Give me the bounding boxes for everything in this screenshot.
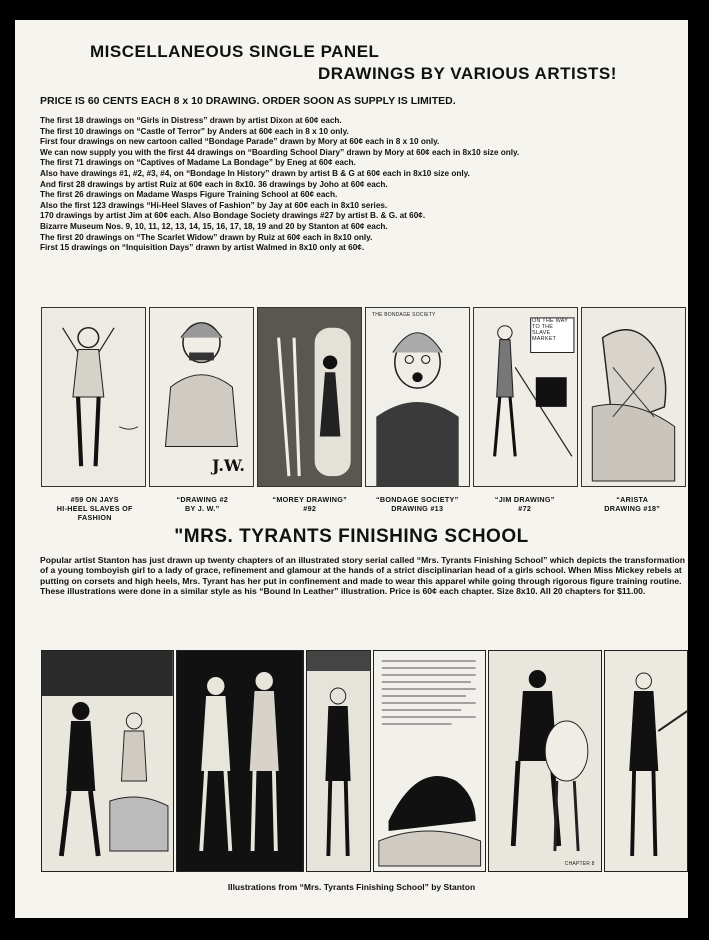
caption-line: #59 ON JAYS (70, 495, 119, 504)
illustration-morey (257, 307, 362, 487)
bondage-society-header: THE BONDAGE SOCIETY (372, 312, 436, 318)
illustration-jim (473, 307, 578, 487)
list-item: And first 28 drawings by artist Ruiz at 60¢ each in 8x10. 36 drawings by Joho at 60¢ each. (40, 179, 388, 189)
caption-line: DRAWING #18” (604, 504, 661, 513)
list-item: We can now supply you with the first 44 drawings on “Boarding School Diary” drawn by Mory at 60¢ each in 8x10 size only. (40, 147, 520, 157)
signature-text: J.W. (212, 456, 245, 475)
drawing-offers-list (40, 116, 685, 254)
school-description: Popular artist Stanton has just drawn up twenty chapters of an illustrated story serial called “Mrs. Tyrants Finishing School” which depicts the transformation of a young tomboyish girl to a lady of grace, refinement and glamour at the hands of a strict disciplinarian head of a girls school. When Miss Mickey rebels at putting on corsets and high heels, Mrs. Tyrant has her put in confinement and made to wear this apparel while going through rigorous figure training routine. These illustrations were done in a similar style as his “Bound In Leather” illustration. Price is 60¢ each chapter. Size 8x10. All 20 chapters for $11.00. (40, 555, 685, 597)
illustration-school-5 (488, 650, 601, 872)
illustration-bondage-society (365, 307, 470, 487)
list-item: First 15 drawings on “Inquisition Days” drawn by artist Walmed in 8x10 only at 60¢. (40, 243, 365, 253)
illustration-school-3 (306, 650, 371, 872)
caption-line: “JIM DRAWING” (494, 495, 555, 504)
illustration-school-1 (41, 650, 174, 872)
caption (579, 495, 687, 522)
catalog-page (15, 20, 688, 918)
list-item: Bizarre Museum Nos. 9, 10, 11, 12, 13, 14, 15, 16, 17, 18, 19 and 20 by Stanton at 60¢ each. (40, 221, 388, 231)
sign-text: ON THE WAY TO THE SLAVE MARKET (532, 318, 569, 342)
drawing-captions (41, 495, 686, 522)
caption-line: “MOREY DRAWING” (272, 495, 348, 504)
caption (41, 495, 149, 522)
list-item: First four drawings on new cartoon called “Bondage Parade” drawn by Mory at 60¢ each in 8 x 10 only. (40, 137, 440, 147)
list-item: The first 18 drawings on “Girls in Distress” drawn by artist Dixon at 60¢ each. (40, 116, 342, 125)
price-notice: PRICE IS 60 CENTS EACH 8 x 10 DRAWING. ORDER SOON AS SUPPLY IS LIMITED. (40, 95, 456, 107)
list-item: The first 71 drawings on “Captives of Madame La Bondage” by Eneg at 60¢ each. (40, 158, 356, 168)
caption-line: “ARISTA (616, 495, 649, 504)
caption (149, 495, 257, 522)
caption (256, 495, 364, 522)
illustration-drawing-jw (149, 307, 254, 487)
illustration-school-4 (373, 650, 486, 872)
caption (364, 495, 472, 522)
sample-drawings-strip (41, 307, 686, 487)
list-item: Also the first 123 drawings “Hi-Heel Slaves of Fashion” by Jay at 60¢ each in 8x10 series. (40, 200, 388, 210)
heading-line-2: DRAWINGS BY VARIOUS ARTISTS! (318, 64, 617, 83)
caption-line: #92 (303, 504, 317, 513)
heading-line-1: MISCELLANEOUS SINGLE PANEL (90, 42, 380, 61)
illustration-school-6 (604, 650, 688, 872)
list-item: The first 10 drawings on “Castle of Terror” by Anders at 60¢ each in 8 x 10 only. (40, 126, 349, 136)
illustration-hi-heel-slaves (41, 307, 146, 487)
list-item: The first 26 drawings on Madame Wasps Figure Training School at 60¢ each. (40, 190, 338, 200)
caption-line: “DRAWING #2 (176, 495, 229, 504)
caption-line: DRAWING #13 (391, 504, 444, 513)
school-title: "MRS. TYRANTS FINISHING SCHOOL (174, 526, 529, 547)
illustrations-credit: Illustrations from “Mrs. Tyrants Finishing School” by Stanton (227, 882, 476, 892)
illustration-arista (581, 307, 686, 487)
illustration-school-2 (176, 650, 304, 872)
school-illustrations-strip (41, 650, 688, 872)
caption-line: BY J. W.” (184, 504, 220, 513)
caption-line: “BONDAGE SOCIETY” (375, 495, 459, 504)
caption-line: #72 (518, 504, 532, 513)
caption (471, 495, 579, 522)
chapter-label: CHAPTER 8 (564, 861, 595, 867)
list-item: 170 drawings by artist Jim at 60¢ each. Also Bondage Society drawings #27 by artist B. & G. at 60¢. (40, 211, 426, 221)
caption-line: HI-HEEL SLAVES OF FASHION (56, 504, 133, 522)
list-item: Also have drawings #1, #2, #3, #4, on “Bondage In History” drawn by artist B & G at 60¢ each in 8x10 size only. (40, 168, 470, 178)
list-item: The first 20 drawings on “The Scarlet Widow” drawn by Ruiz at 60¢ each in 8x10 only. (40, 232, 373, 242)
